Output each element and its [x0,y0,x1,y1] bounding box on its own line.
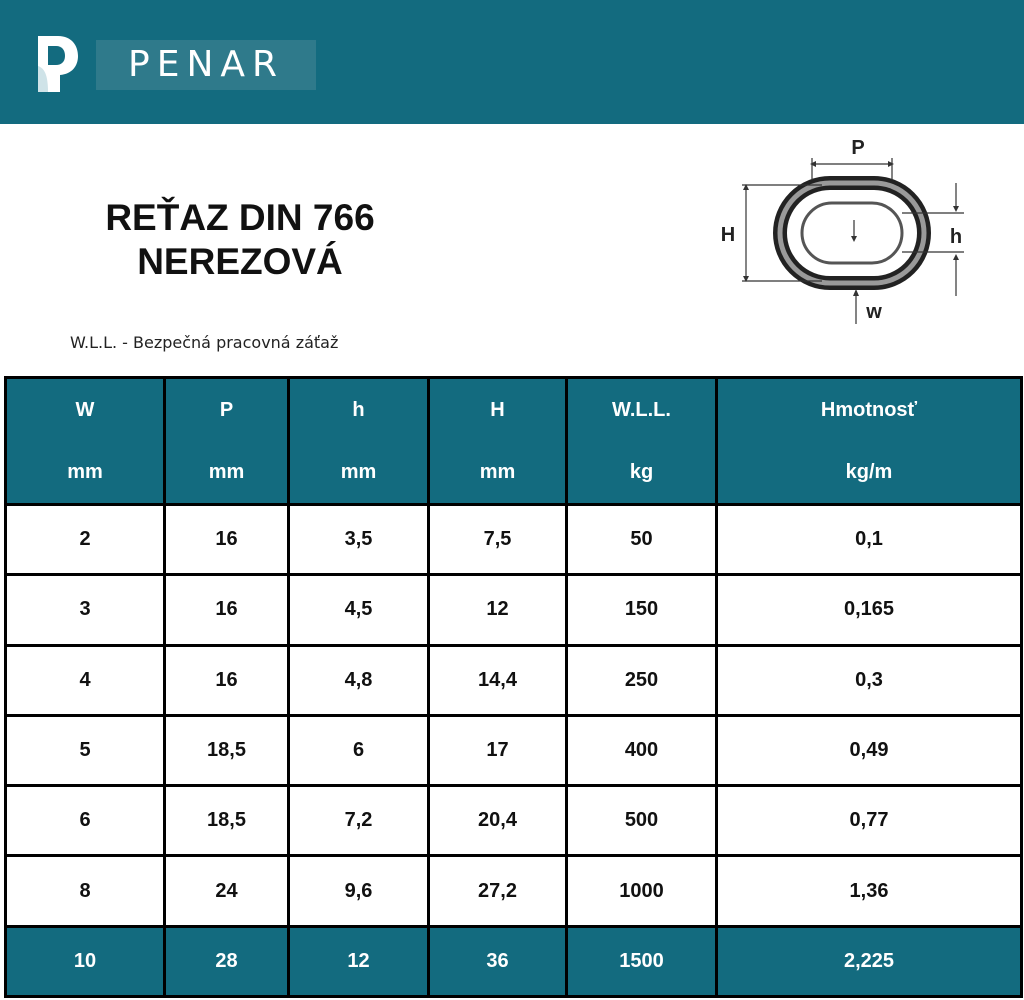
header-cell-wll [567,378,717,505]
chain-link-icon [780,183,924,283]
table-cell: 18,5 [165,715,289,785]
brand-name: PENAR [127,44,285,85]
table-cell: 4,5 [289,575,429,645]
table-cell: 7,2 [289,786,429,856]
table-cell: 27,2 [429,856,567,926]
table-cell: 1500 [567,926,717,996]
header-cell-h-small [289,378,429,505]
table-cell: 36 [429,926,567,996]
header-bar [0,0,1024,124]
table-cell: 18,5 [165,786,289,856]
table-cell: 1000 [567,856,717,926]
diagram-label-h-small: h [949,226,963,248]
table-cell: 6 [289,715,429,785]
title-line-1: REŤAZ DIN 766 [105,197,375,238]
header-label: Hmotnosť [820,399,918,421]
header-unit: mm [479,461,516,483]
table-cell: 0,77 [717,786,1022,856]
table-cell: 17 [429,715,567,785]
table-cell: 16 [165,645,289,715]
table-row [6,575,1022,645]
header-unit: mm [208,461,245,483]
table-cell: 250 [567,645,717,715]
table-cell: 2,225 [717,926,1022,996]
diagram-label-h-big: H [720,224,736,246]
table-cell: 1,36 [717,856,1022,926]
table-row [6,505,1022,575]
table-cell: 10 [6,926,165,996]
table-cell: 28 [165,926,289,996]
wll-note: W.L.L. - Bezpečná pracovná záťaž [70,333,339,352]
table-cell: 24 [165,856,289,926]
table-cell: 2 [6,505,165,575]
table-cell: 9,6 [289,856,429,926]
table-cell: 0,165 [717,575,1022,645]
table-cell: 0,1 [717,505,1022,575]
table-row [6,715,1022,785]
chain-link-diagram [712,128,982,338]
table-header-row [6,378,1022,505]
table-cell: 16 [165,505,289,575]
table-cell: 50 [567,505,717,575]
header-cell-h-big [429,378,567,505]
table-cell: 5 [6,715,165,785]
header-unit: kg/m [845,461,893,483]
table-cell: 16 [165,575,289,645]
table-cell: 500 [567,786,717,856]
table-cell: 4 [6,645,165,715]
table-cell: 14,4 [429,645,567,715]
header-unit: mm [340,461,377,483]
table-cell: 3,5 [289,505,429,575]
header-label: W [75,399,95,421]
table-cell: 0,3 [717,645,1022,715]
header-cell-weight [717,378,1022,505]
header-label: P [219,399,234,421]
table-cell: 150 [567,575,717,645]
specs-table [4,376,1023,998]
diagram-label-w: w [866,301,882,323]
header-unit: mm [67,461,103,483]
page-title [40,196,440,284]
title-line-2: NEREZOVÁ [137,241,343,282]
header-unit: kg [629,461,654,483]
diagram-label-p: P [851,137,865,159]
table-row-highlighted [6,926,1022,996]
table-row [6,856,1022,926]
table-cell: 400 [567,715,717,785]
table-cell: 20,4 [429,786,567,856]
table-cell: 0,49 [717,715,1022,785]
table-cell: 8 [6,856,165,926]
header-cell-w [6,378,165,505]
table-cell: 3 [6,575,165,645]
penar-logo-icon [34,32,80,96]
table-cell: 7,5 [429,505,567,575]
table-cell: 12 [429,575,567,645]
header-cell-p [165,378,289,505]
table-row [6,786,1022,856]
table-cell: 6 [6,786,165,856]
header-label: W.L.L. [612,399,671,421]
header-label: h [352,399,365,421]
table-cell: 12 [289,926,429,996]
table-row [6,645,1022,715]
table-cell: 4,8 [289,645,429,715]
brand-box [96,40,316,90]
header-label: H [490,399,505,421]
